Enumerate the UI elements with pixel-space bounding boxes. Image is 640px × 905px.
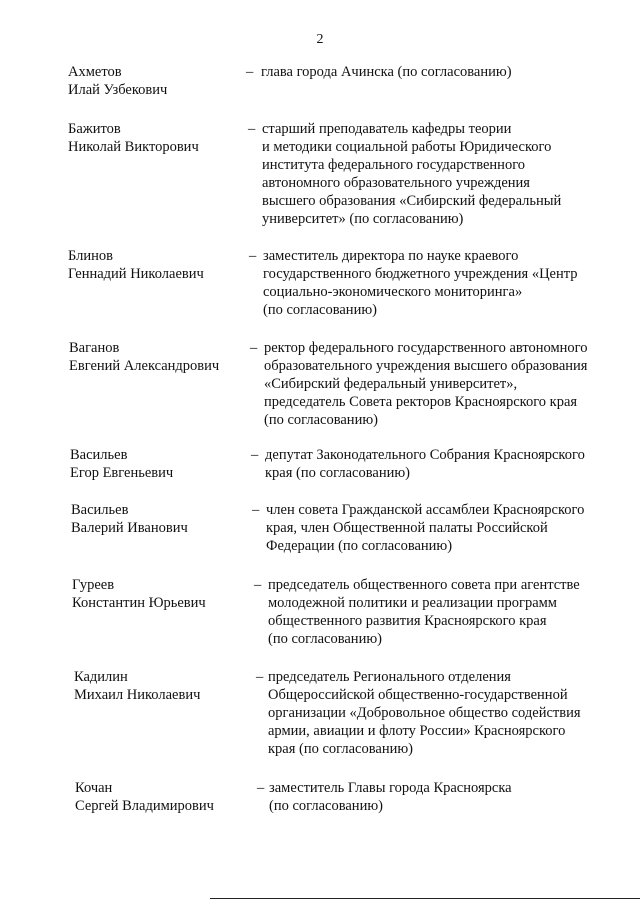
role-line: председатель общественного совета при агентстве — [268, 577, 580, 593]
role-line: (по согласованию) — [264, 412, 378, 428]
member-given-name: Егор Евгеньевич — [70, 465, 174, 481]
role-line: глава города Ачинска (по согласованию) — [261, 64, 512, 80]
member-name — [74, 668, 264, 704]
dash-separator: – — [257, 780, 265, 796]
role-line: края (по согласованию) — [265, 465, 411, 481]
member-surname: Гуреев — [72, 577, 115, 593]
member-surname: Ваганов — [69, 340, 120, 356]
dash-separator: – — [249, 248, 257, 264]
member-given-name: Евгений Александрович — [69, 358, 220, 374]
member-role — [265, 446, 585, 482]
member-role — [262, 120, 561, 228]
member-name — [68, 63, 258, 99]
member-name — [75, 779, 265, 815]
role-line: края (по согласованию) — [268, 741, 414, 757]
member-name — [69, 339, 259, 375]
member-name — [72, 576, 262, 612]
role-line: член совета Гражданской ассамблеи Красноярского — [266, 502, 585, 518]
member-name — [71, 501, 261, 537]
role-line: социально-экономического мониторинга» — [263, 284, 523, 300]
role-line: края, член Общественной палаты Российской — [266, 520, 548, 536]
role-line: государственного бюджетного учреждения «Центр — [263, 266, 578, 282]
role-line: (по согласованию) — [269, 798, 383, 814]
role-line: Общероссийской общественно-государственной — [268, 687, 568, 703]
member-role — [264, 339, 588, 429]
member-role — [263, 247, 578, 319]
role-line: университет» (по согласованию) — [262, 211, 464, 227]
role-line: образовательного учреждения высшего образования — [264, 358, 588, 374]
member-surname: Васильев — [70, 447, 128, 463]
member-given-name: Валерий Иванович — [71, 520, 188, 536]
dash-separator: – — [246, 64, 254, 80]
role-line: Федерации (по согласованию) — [266, 538, 453, 554]
member-role — [268, 576, 580, 648]
role-line: автономного образовательного учреждения — [262, 175, 530, 191]
role-line: армии, авиации и флоту России» Красноярского — [268, 723, 566, 739]
dash-separator: – — [254, 577, 262, 593]
member-name — [68, 247, 258, 283]
dash-separator: – — [252, 502, 260, 518]
member-surname: Бажитов — [68, 121, 121, 137]
member-surname: Блинов — [68, 248, 113, 264]
member-given-name: Михаил Николаевич — [74, 687, 201, 703]
role-line: «Сибирский федеральный университет», — [264, 376, 518, 392]
role-line: института федерального государственного — [262, 157, 526, 173]
member-surname: Ахметов — [68, 64, 122, 80]
role-line: ректор федерального государственного автономного — [264, 340, 588, 356]
member-given-name: Константин Юрьевич — [72, 595, 206, 611]
dash-separator: – — [256, 669, 264, 685]
role-line: высшего образования «Сибирский федеральный — [262, 193, 562, 209]
member-given-name: Николай Викторович — [68, 139, 199, 155]
role-line: депутат Законодательного Собрания Красноярского — [265, 447, 585, 463]
page-number: 2 — [316, 32, 324, 47]
role-line: общественного развития Красноярского края — [268, 613, 547, 629]
role-line: (по согласованию) — [268, 631, 382, 647]
role-line: председатель Регионального отделения — [268, 669, 511, 685]
member-given-name: Сергей Владимирович — [75, 798, 214, 814]
dash-separator: – — [248, 121, 256, 137]
member-surname: Васильев — [71, 502, 129, 518]
role-line: старший преподаватель кафедры теории — [262, 121, 512, 137]
dash-separator: – — [251, 447, 259, 463]
member-name — [70, 446, 260, 482]
role-line: (по согласованию) — [263, 302, 377, 318]
role-line: молодежной политики и реализации программ — [268, 595, 557, 611]
member-role — [269, 779, 512, 815]
member-name — [68, 120, 258, 156]
member-surname: Кочан — [75, 780, 113, 796]
role-line: заместитель директора по науке краевого — [263, 248, 519, 264]
member-surname: Кадилин — [74, 669, 128, 685]
member-role — [266, 501, 584, 555]
member-given-name: Илай Узбекович — [68, 82, 168, 98]
bottom-rule — [210, 898, 640, 899]
role-line: и методики социальной работы Юридического — [262, 139, 552, 155]
role-line: организации «Добровольное общество содействия — [268, 705, 581, 721]
role-line: председатель Совета ректоров Красноярского края — [264, 394, 578, 410]
member-role — [268, 668, 581, 758]
role-line: заместитель Главы города Красноярска — [269, 780, 512, 796]
member-given-name: Геннадий Николаевич — [68, 266, 204, 282]
member-role — [261, 63, 512, 81]
dash-separator: – — [250, 340, 258, 356]
